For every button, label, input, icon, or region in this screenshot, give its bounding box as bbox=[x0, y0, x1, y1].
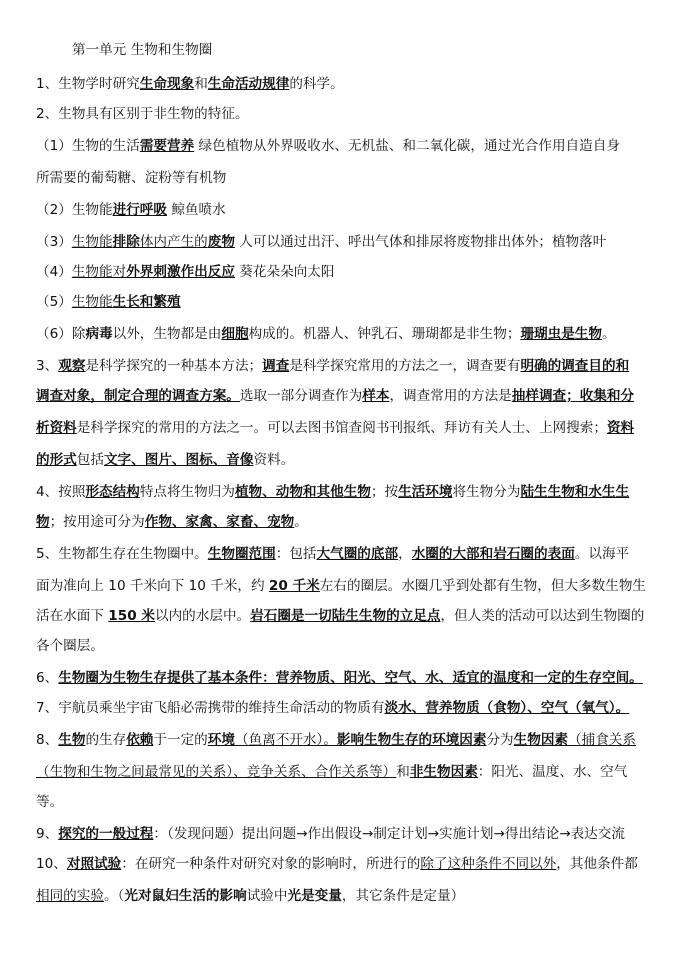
text-segment: 所需要的葡萄糖、淀粉等有机物 bbox=[36, 170, 227, 186]
text-segment: 珊瑚虫是生物 bbox=[520, 326, 602, 342]
text-segment: 光对鼠妇生活的影响 bbox=[124, 888, 247, 904]
text-segment: 的生存 bbox=[85, 732, 127, 748]
text-segment: （4） bbox=[36, 264, 72, 280]
text-segment: 环境 bbox=[207, 732, 235, 748]
text-segment: 是科学探究的一种基本方法； bbox=[85, 358, 263, 374]
text-segment: ：（发现问题）提出问题→作出假设→制定计划→实施计划→得出结论→表达交流 bbox=[153, 826, 625, 842]
text-segment: 细胞 bbox=[221, 326, 249, 342]
text-line bbox=[36, 730, 636, 750]
text-segment: 特点将生物归为 bbox=[139, 484, 235, 500]
text-segment: 需要营养 bbox=[139, 138, 195, 154]
text-segment: 对照试验 bbox=[66, 856, 122, 872]
text-segment: 以外，生物都是由 bbox=[112, 326, 222, 342]
text-segment: 抽样调查；收集和分 bbox=[511, 388, 635, 404]
text-segment: 生命现象 bbox=[139, 76, 195, 92]
text-segment: 生长和繁殖 bbox=[112, 294, 181, 310]
text-line bbox=[36, 74, 344, 94]
text-segment: 形态结构 bbox=[85, 484, 140, 500]
text-segment: （生物和生物之间最常见的关系）、竞争关系、合作关系等） bbox=[36, 764, 397, 780]
text-segment: 析资料 bbox=[36, 420, 77, 436]
text-segment: 物 bbox=[36, 514, 50, 530]
text-segment: 的形式 bbox=[36, 452, 77, 468]
text-line bbox=[36, 824, 625, 844]
text-line bbox=[36, 136, 620, 156]
text-segment: 和 bbox=[396, 764, 410, 780]
text-segment: 8、 bbox=[36, 732, 59, 748]
text-segment: 生命活动规律 bbox=[207, 76, 290, 92]
text-line bbox=[36, 232, 606, 252]
text-segment: 体内产生的 bbox=[139, 234, 208, 250]
text-segment: 光是变量 bbox=[287, 888, 342, 904]
text-segment: 人可以通过出汗、呼出气体和排尿将废物排出体外；植物落叶 bbox=[234, 234, 607, 250]
text-segment: 7、宇航员乘坐宇宙飞船必需携带的维持生命活动的物质有 bbox=[36, 700, 385, 716]
text-line bbox=[36, 668, 643, 688]
text-segment: 是科学探究常用的方法之一，调查要有 bbox=[289, 358, 521, 374]
text-segment: 鲸鱼喷水 bbox=[167, 202, 226, 218]
text-segment: 资料。 bbox=[253, 452, 295, 468]
text-segment: 。 bbox=[602, 326, 616, 342]
text-segment: 活在水面下 bbox=[36, 608, 109, 624]
text-segment: ，调查常用的方法是 bbox=[389, 388, 512, 404]
text-segment: 相同的实验 bbox=[36, 888, 104, 904]
text-segment: （2）生物能 bbox=[36, 202, 113, 218]
text-line bbox=[36, 418, 634, 438]
text-segment: 调查对象，制定合理的调查方案。 bbox=[36, 388, 240, 404]
text-segment: 选取一部分调查作为 bbox=[239, 388, 363, 404]
text-segment: （1）生物的生活 bbox=[36, 138, 140, 154]
text-segment: 样本 bbox=[362, 388, 390, 404]
text-segment: （鱼离不开水）。 bbox=[234, 732, 337, 748]
text-segment: 资料 bbox=[606, 420, 635, 436]
text-segment: ：阳光、温度、水、空气 bbox=[477, 764, 628, 780]
text-segment: 3、 bbox=[36, 358, 59, 374]
text-segment: 文字、图片、图标、音像 bbox=[103, 452, 254, 468]
text-segment: 6、 bbox=[36, 670, 59, 686]
text-segment: ，但人类的活动可以达到生物圈的 bbox=[440, 608, 645, 624]
text-segment: 面为准向上 10 千米向下 10 千米，约 bbox=[36, 578, 269, 594]
text-segment: 于一定的 bbox=[153, 732, 208, 748]
text-segment: 9、 bbox=[36, 826, 59, 842]
text-segment: 2、生物具有区别于非生物的特征。 bbox=[36, 106, 249, 122]
text-segment: 的科学。 bbox=[289, 76, 344, 92]
text-segment: 试验中 bbox=[246, 888, 288, 904]
text-segment: 作物、家禽、家畜、宠物 bbox=[144, 514, 295, 530]
text-segment: 病毒 bbox=[85, 326, 113, 342]
text-segment: 依赖 bbox=[126, 732, 154, 748]
text-line bbox=[36, 606, 644, 626]
text-segment: （5） bbox=[36, 294, 72, 310]
text-line bbox=[36, 292, 181, 312]
text-segment: 各个圈层。 bbox=[36, 638, 104, 654]
text-line bbox=[36, 544, 629, 564]
text-segment: 生物因素 bbox=[513, 732, 569, 748]
text-segment: 10、 bbox=[36, 856, 67, 872]
text-segment: 以内的水层中。 bbox=[155, 608, 251, 624]
text-segment: 绿色植物从外界吸收水、无机盐、和二氧化碳，通过光合作用自造自身 bbox=[194, 138, 620, 154]
text-line bbox=[36, 762, 627, 782]
text-segment: 4、按照 bbox=[36, 484, 86, 500]
text-segment: 排除 bbox=[112, 234, 140, 250]
text-segment: 非生物因素 bbox=[409, 764, 478, 780]
text-line bbox=[36, 356, 629, 376]
text-segment: 明确的调查目的和 bbox=[520, 358, 630, 374]
text-segment: ，其它条件是定量） bbox=[341, 888, 465, 904]
text-segment: 。（ bbox=[103, 888, 125, 904]
text-segment: 生物能 bbox=[71, 294, 113, 310]
text-segment: 20 千米 bbox=[268, 578, 320, 594]
text-line bbox=[36, 512, 308, 532]
text-line bbox=[36, 854, 638, 874]
text-segment: 淡水、营养物质（食物）、空气（氧气）。 bbox=[384, 700, 630, 716]
text-line bbox=[36, 324, 616, 344]
text-segment: 5、生物都生存在生物圈中。 bbox=[36, 546, 208, 562]
text-line bbox=[36, 200, 226, 220]
text-segment: 岩石圈是一切陆生生物的立足点 bbox=[250, 608, 441, 624]
text-segment: 生物能 bbox=[71, 234, 113, 250]
text-segment: 进行呼吸 bbox=[112, 202, 167, 218]
text-segment: 包括 bbox=[76, 452, 104, 468]
text-segment: 是科学探究的常用的方法之一。可以去图书馆查阅书刊报纸、拜访有关人士、上网搜索； bbox=[76, 420, 607, 436]
text-line bbox=[36, 792, 63, 812]
text-segment: （捕食关系 bbox=[568, 732, 636, 748]
text-segment: 和 bbox=[194, 76, 208, 92]
text-segment: 将生物分为 bbox=[452, 484, 521, 500]
text-line bbox=[36, 386, 634, 406]
page-title: 第一单元 生物和生物圈 bbox=[72, 42, 213, 58]
text-line bbox=[36, 576, 646, 596]
text-line bbox=[36, 636, 104, 656]
text-line bbox=[36, 698, 629, 718]
text-segment: 观察 bbox=[58, 358, 86, 374]
text-segment: 外界刺激作出反应 bbox=[126, 264, 235, 280]
text-segment: 150 米 bbox=[108, 608, 155, 624]
text-segment: 等。 bbox=[36, 794, 64, 810]
text-segment: （3） bbox=[36, 234, 72, 250]
text-segment: 除了这种条件不同以外 bbox=[420, 856, 557, 872]
text-segment: 生物能对 bbox=[71, 264, 127, 280]
text-segment: 废物 bbox=[207, 234, 235, 250]
text-segment: ：包括 bbox=[275, 546, 317, 562]
text-segment: ；按 bbox=[370, 484, 399, 500]
text-segment: 1、生物学时研究 bbox=[36, 76, 140, 92]
text-segment: 葵花朵朵向太阳 bbox=[234, 264, 335, 280]
text-segment: 生物圈为生物生存提供了基本条件：营养物质、阳光、空气、水、适宜的温度和一定的生存空间。 bbox=[58, 670, 643, 686]
text-line bbox=[36, 262, 334, 282]
text-segment: 水圈的大部和岩石圈的表面 bbox=[411, 546, 575, 562]
text-segment: ， bbox=[398, 546, 412, 562]
text-line bbox=[36, 450, 294, 470]
text-segment: 。 bbox=[294, 514, 308, 530]
text-line bbox=[36, 104, 249, 124]
text-segment: 分为 bbox=[486, 732, 514, 748]
text-line bbox=[36, 886, 464, 906]
text-segment: 大气圈的底部 bbox=[316, 546, 399, 562]
text-segment: 构成的。机器人、钟乳石、珊瑚都是非生物； bbox=[248, 326, 521, 342]
text-segment: 生物 bbox=[58, 732, 86, 748]
text-segment: 调查 bbox=[262, 358, 290, 374]
text-segment: 影响生物生存的环境因素 bbox=[336, 732, 487, 748]
text-segment: 探究的一般过程 bbox=[58, 826, 154, 842]
text-segment: 生物圈范围 bbox=[207, 546, 276, 562]
text-segment: ，其他条件都 bbox=[556, 856, 638, 872]
text-segment: ：在研究一种条件对研究对象的影响时，所进行的 bbox=[121, 856, 421, 872]
text-segment: 陆生生物和水生生 bbox=[520, 484, 630, 500]
text-segment: 生活环境 bbox=[398, 484, 453, 500]
text-segment: （6）除 bbox=[36, 326, 86, 342]
text-segment: 。以海平 bbox=[574, 546, 630, 562]
text-segment: ；按用途可分为 bbox=[49, 514, 145, 530]
text-line bbox=[36, 168, 226, 188]
text-line bbox=[36, 482, 629, 502]
text-segment: 植物、动物和其他生物 bbox=[234, 484, 371, 500]
text-segment: 左右的圈层。水圈几乎到处都有生物，但大多数生物生 bbox=[319, 578, 647, 594]
